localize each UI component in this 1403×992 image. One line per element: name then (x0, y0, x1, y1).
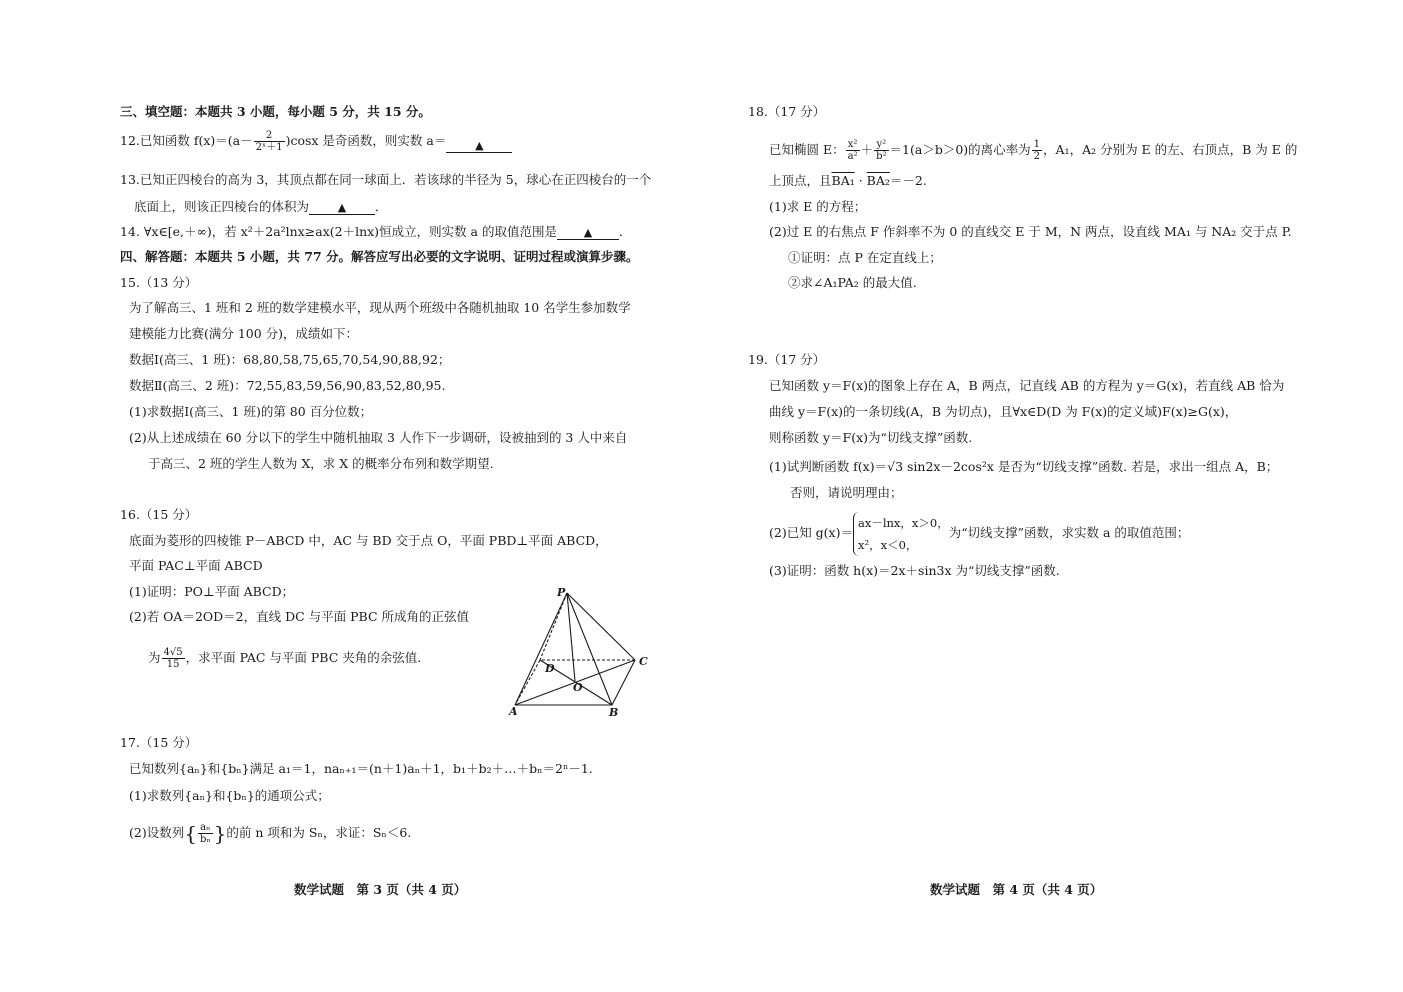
q16-frac-den: 15 (166, 659, 180, 670)
q19-part1b: 否则，请说明理由； (790, 485, 903, 500)
q19-line3: 则称函数 y＝F(x)为“切线支撑”函数. (769, 430, 973, 445)
q16-line2: 平面 PAC⊥平面 ABCD (129, 558, 263, 573)
q12-suffix: )cosx 是奇函数，则实数 a＝ (285, 133, 447, 148)
q18-frac-half (1032, 139, 1042, 162)
q12-prefix: 12.已知函数 f(x)＝(a－ (120, 133, 253, 148)
label-b: B (609, 706, 619, 718)
q16-fraction (162, 647, 185, 670)
label-o: O (573, 681, 583, 694)
q18-line2 (769, 173, 927, 189)
right-page-footer: 数学试题 第 4 页（共 4 页） (930, 882, 1103, 897)
q15-line1: 为了解高三、1 班和 2 班的数学建模水平，现从两个班级中各随机抽取 10 名学生参加数学 (129, 300, 631, 315)
q18-frac-y-num: y² (874, 139, 888, 151)
q16-frac-num: 4√5 (163, 647, 183, 658)
left-page-footer: 数学试题 第 3 页（共 4 页） (294, 882, 467, 897)
q19-part2-prefix: (2)已知 g(x)＝ (769, 525, 853, 540)
q19-piecewise (853, 512, 949, 556)
q18-part1: (1)求 E 的方程； (769, 199, 867, 214)
label-a: A (509, 705, 518, 718)
edge-po (567, 593, 575, 681)
q18-part2: (2)过 E 的右焦点 F 作斜率不为 0 的直线交 E 于 M，N 两点，设直线 MA₁ 与 NA₂ 交于点 P. (769, 224, 1292, 239)
q12-frac-den: 2ˣ＋1 (255, 142, 283, 153)
edge-da (515, 660, 540, 705)
q14-answer-blank: ▲ (557, 225, 619, 240)
label-p: P (557, 586, 566, 599)
question-13-line2 (134, 199, 388, 215)
q15-part1: (1)求数据Ⅰ(高三、1 班)的第 80 百分位数； (129, 404, 373, 419)
q17-head: 17.（15 分） (120, 735, 198, 750)
q18-half-num: 1 (1033, 139, 1041, 150)
q18-line1 (769, 139, 1297, 162)
q12-answer-blank: ▲ (446, 138, 512, 153)
edge-pc (567, 593, 635, 660)
q16-part2b-suffix: ，求平面 PAC 与平面 PBC 夹角的余弦值. (185, 650, 422, 665)
label-c: C (639, 655, 648, 668)
q17-part2-prefix: (2)设数列 (129, 825, 185, 840)
q16-head: 16.（15 分） (120, 507, 198, 522)
q13-line1: 13.已知正四棱台的高为 3，其顶点都在同一球面上．若该球的半径为 5，球心在正四棱台的一个 (120, 172, 652, 187)
q18-vector-ba1: BA₁ (831, 173, 855, 188)
question-12 (120, 130, 512, 153)
q15-part2a: (2)从上述成绩在 60 分以下的学生中随机抽取 3 人作下一步调研，设被抽到的 3 人中来自 (129, 430, 628, 445)
q19-head: 19.（17 分） (748, 352, 826, 367)
question-14 (120, 224, 631, 240)
q16-line1: 底面为菱形的四棱锥 P－ABCD 中，AC 与 BD 交于点 O，平面 PBD⊥平面 ABCD， (129, 533, 608, 548)
q18-dot: · (854, 173, 867, 188)
q13-answer-blank: ▲ (309, 200, 375, 215)
edge-pd (540, 593, 567, 660)
q18-sub2: ②求∠A₁PA₂ 的最大值. (788, 275, 917, 290)
left-page (0, 0, 700, 992)
q18-line1-a: 已知椭圆 E： (769, 142, 845, 157)
q12-frac-num: 2 (254, 130, 285, 142)
q17-part1: (1)求数列{aₙ}和{bₙ}的通项公式； (129, 788, 330, 803)
q19-case1: ax－lnx，x＞0， (858, 515, 949, 530)
q19-line2: 曲线 y＝F(x)的一条切线(A，B 为切点)，且∀x∈D(D 为 F(x)的定义域)F(x)≥G(x)， (769, 404, 1238, 419)
q18-head: 18.（17 分） (748, 104, 826, 119)
q16-part2b-prefix: 为 (148, 650, 161, 665)
q19-line1: 已知函数 y＝F(x)的图象上存在 A，B 两点，记直线 AB 的方程为 y＝G(x)，若直线 AB 恰为 (769, 378, 1285, 393)
q19-part3: (3)证明：函数 h(x)＝2x＋sin3x 为“切线支撑”函数. (769, 563, 1060, 578)
q15-data2: 数据Ⅱ(高三、2 班)：72,55,83,59,56,90,83,52,80,95. (129, 378, 446, 393)
q19-case2: x²，x＜0， (858, 537, 918, 552)
q14-text: 14. ∀x∈[e,＋∞)，若 x²＋2a²lnx≥ax(2＋lnx)恒成立，则实数 a 的取值范围是 (120, 224, 557, 239)
q15-line2: 建模能力比赛(满分 100 分)，成绩如下： (129, 326, 359, 341)
q18-line1-b: ＝1(a＞b＞0)的离心率为 (889, 142, 1031, 157)
q18-frac-x-den: a² (847, 151, 858, 162)
q18-sub1: ①证明：点 P 在定直线上； (788, 250, 942, 265)
q16-part2a: (2)若 OA＝2OD＝2，直线 DC 与平面 PBC 所成角的正弦值 (129, 609, 470, 624)
q18-frac-y-den: b² (876, 151, 887, 162)
q18-frac-x (846, 139, 860, 162)
q18-line2-a: 上顶点，且 (769, 173, 832, 188)
label-d: D (545, 662, 555, 675)
q17-frac-den: bₙ (199, 834, 211, 845)
q13-line2-text: 底面上，则该正四棱台的体积为 (134, 199, 310, 214)
q17-part2-suffix: 的前 n 项和为 Sₙ，求证：Sₙ＜6. (226, 825, 412, 840)
q19-part2-suffix: 为“切线支撑”函数，求实数 a 的取值范围； (948, 525, 1190, 540)
q17-line1: 已知数列{aₙ}和{bₙ}满足 a₁＝1，naₙ₊₁＝(n＋1)aₙ＋1，b₁＋b₂＋…＋bₙ＝2ⁿ－1. (129, 761, 593, 776)
q18-line2-b: ＝－2. (889, 173, 927, 188)
q18-half-den: 2 (1033, 151, 1041, 162)
q12-fraction (254, 130, 285, 153)
right-page (700, 0, 1403, 992)
pyramid-figure (505, 583, 655, 718)
q16-part2b (148, 647, 421, 670)
q17-part2: (2)设数列{ $\frac{\text{aₙ}}{\text{bₙ}}$ }的前 n 项和为 Sₙ，求证：Sₙ＜6. (129, 821, 412, 846)
section4-header: 四、解答题：本题共 5 小题，共 77 分。解答应写出必要的文字说明、证明过程或演算步骤。 (120, 249, 639, 264)
q18-vector-ba2: BA₂ (866, 173, 890, 188)
q16-part1: (1)证明：PO⊥平面 ABCD； (129, 584, 295, 599)
q18-frac-y (874, 139, 888, 162)
q17-frac-num: aₙ (198, 822, 213, 834)
q18-plus: ＋ (860, 142, 874, 157)
q18-line1-c: ，A₁，A₂ 分别为 E 的左、右顶点，B 为 E 的 (1043, 142, 1298, 157)
q19-part2 (769, 511, 1189, 556)
q17-fraction (198, 822, 213, 845)
section3-header: 三、填空题：本题共 3 小题，每小题 5 分，共 15 分。 (120, 104, 431, 119)
q15-head: 15.（13 分） (120, 275, 198, 290)
q14-end: ． (618, 224, 632, 239)
q13-end: ． (375, 199, 388, 214)
q15-part2b: 于高三、2 班的学生人数为 X，求 X 的概率分布列和数学期望. (148, 456, 494, 471)
q19-part1a: (1)试判断函数 f(x)＝√3 sin2x－2cos²x 是否为“切线支撑”函数. 若是，求出一组点 A，B； (769, 459, 1279, 474)
q18-frac-x-num: x² (846, 139, 860, 151)
q15-data1: 数据Ⅰ(高三、1 班)：68,80,58,75,65,70,54,90,88,92； (129, 352, 451, 367)
